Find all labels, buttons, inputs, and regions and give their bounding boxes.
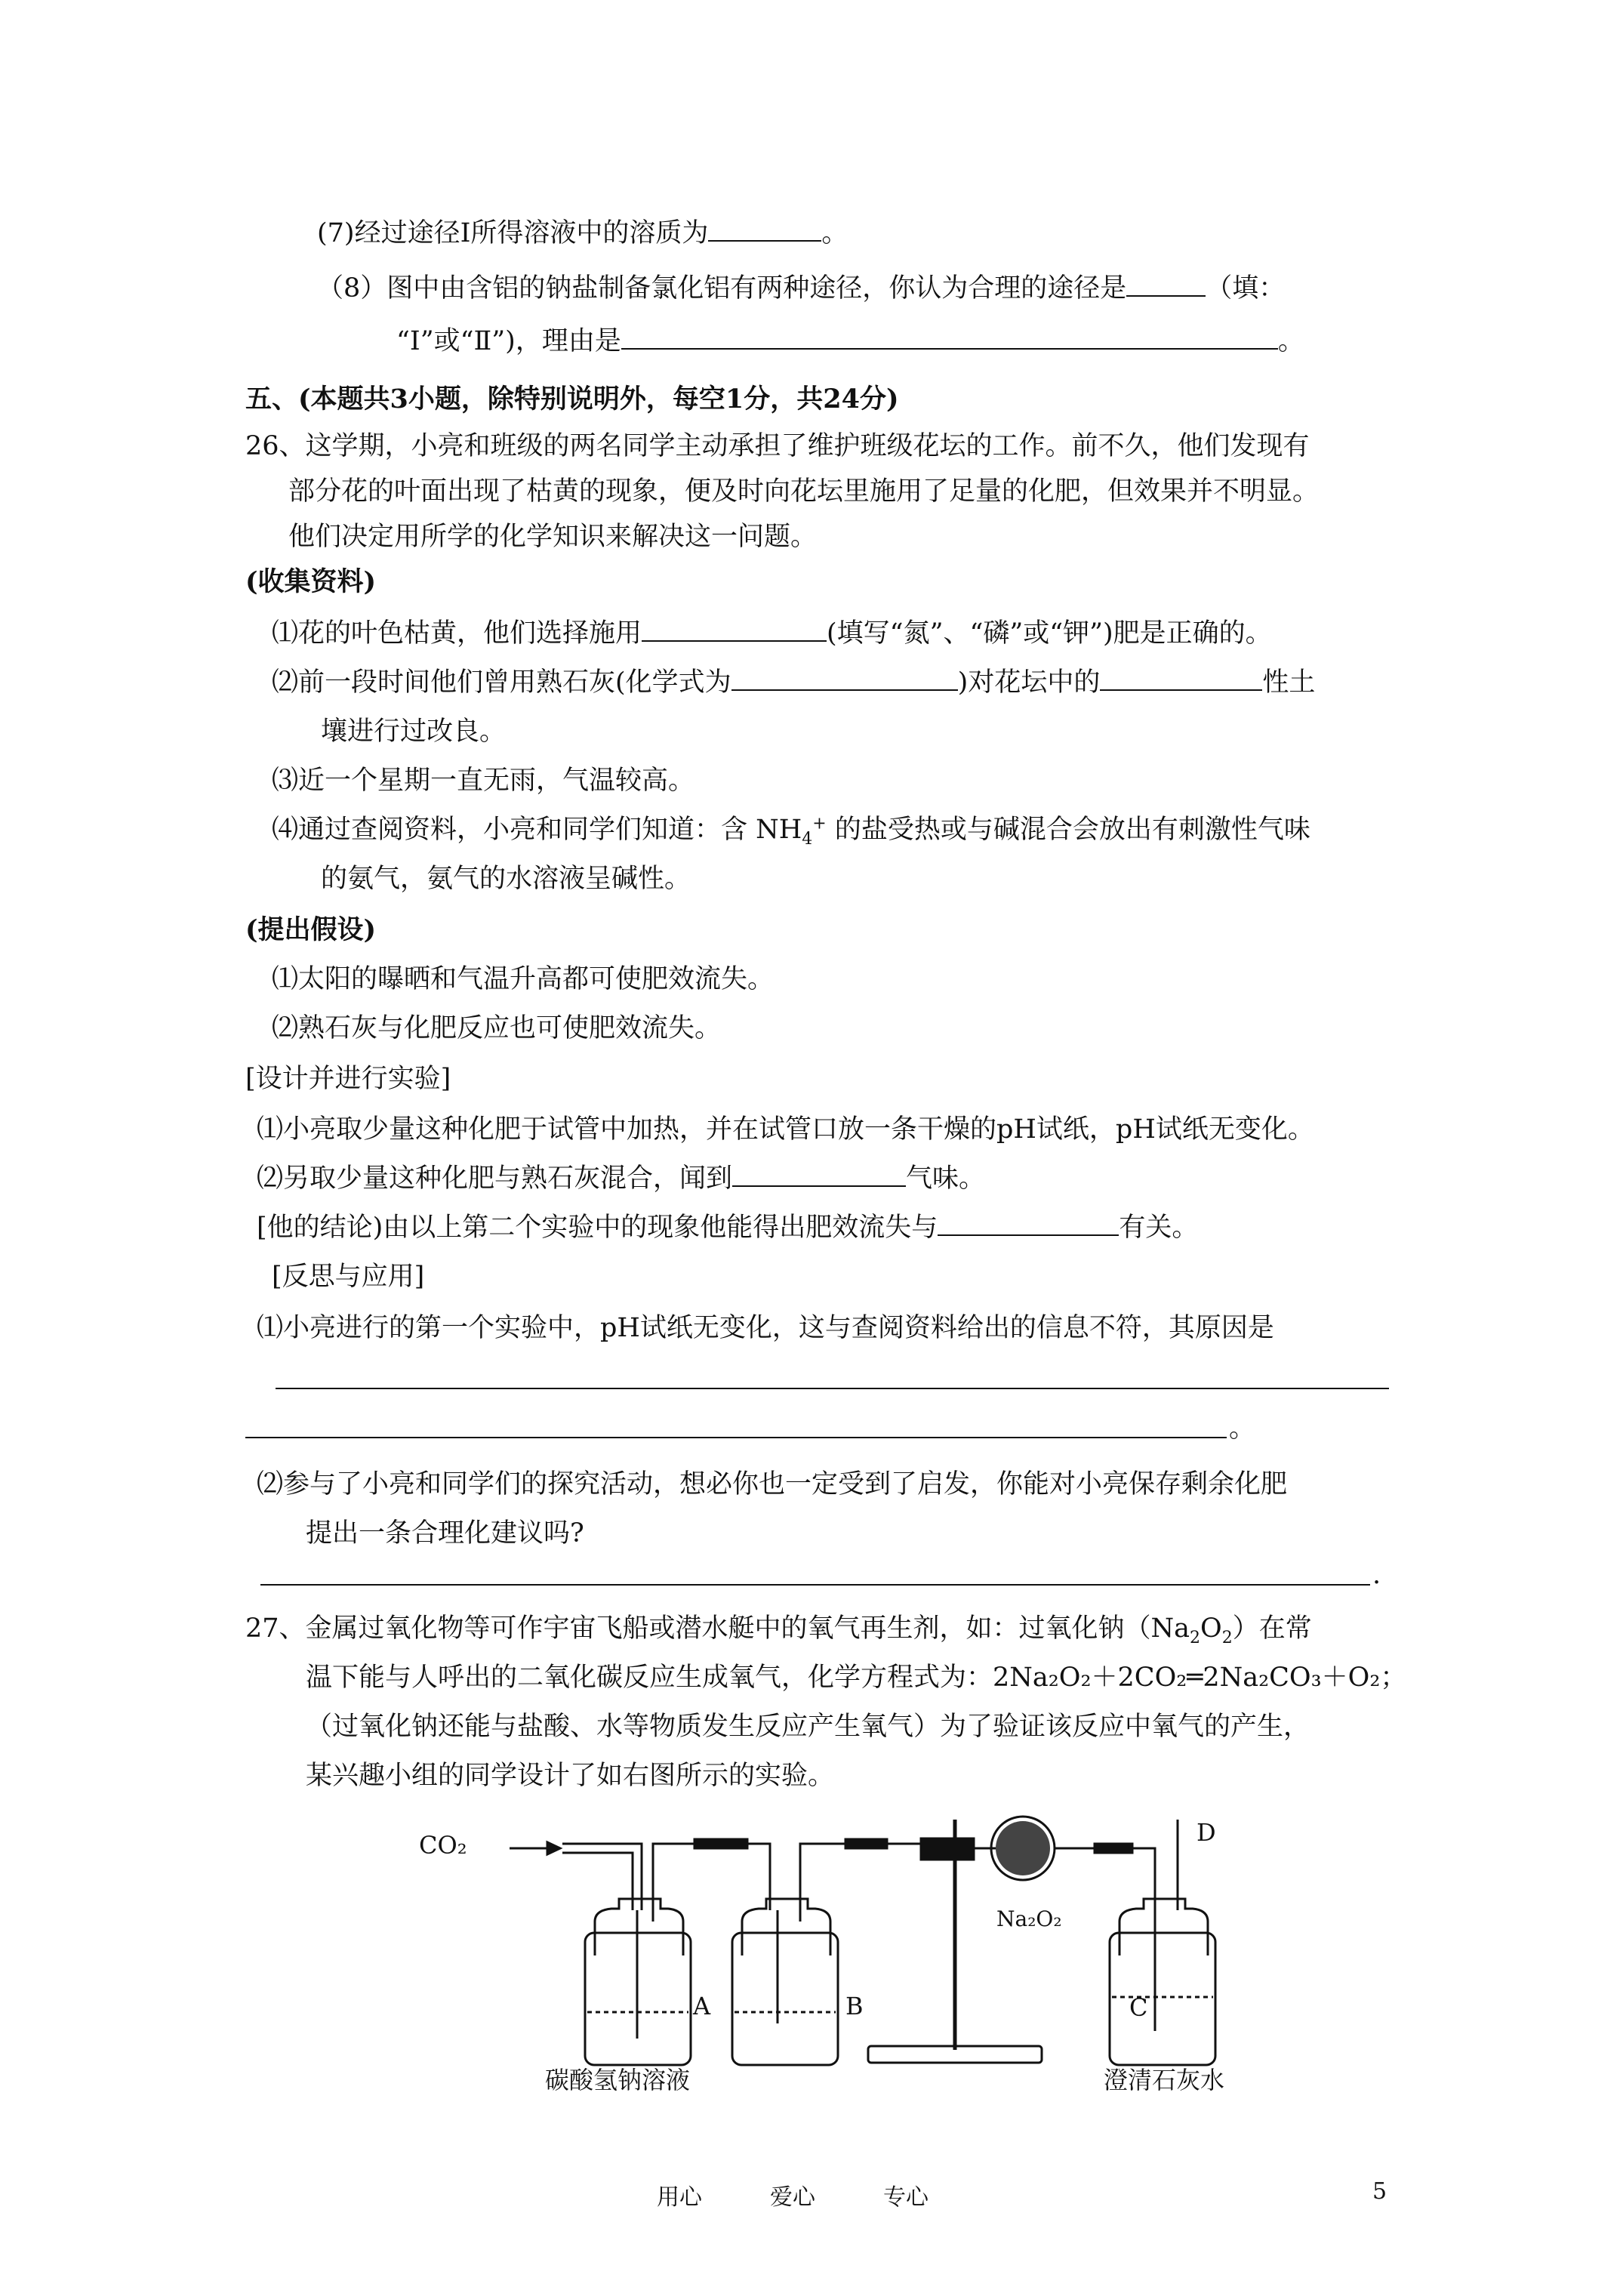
subscript: 2 — [1221, 1629, 1233, 1647]
rubber-tube — [694, 1839, 747, 1848]
q26-c4-rest: 的盐受热或与碱混合会放出有刺激性气味 — [826, 815, 1310, 845]
footer-word-1: 用心 — [657, 2184, 702, 2211]
page-number: 5 — [1372, 2178, 1387, 2205]
q26-r2-end: . — [1372, 1560, 1381, 1590]
superscript: + — [812, 814, 827, 834]
label-d: D — [1196, 1818, 1216, 1847]
answer-blank[interactable] — [1100, 667, 1262, 691]
q25-line-8b — [396, 323, 1304, 359]
answer-blank[interactable] — [938, 1212, 1119, 1236]
q27-line-1-o: O — [1200, 1613, 1222, 1644]
rubber-tube — [845, 1839, 887, 1848]
q26-c1-text: ⑴花的叶色枯黄，他们选择施用 — [272, 618, 642, 649]
q27-line-1 — [245, 1610, 1312, 1647]
q26-conclusion-text: [他的结论)由以上第二个实验中的现象他能得出肥效流失与 — [257, 1213, 938, 1243]
reflection-header: [反思与应用] — [272, 1262, 425, 1292]
apparatus-figure — [393, 1804, 1321, 2091]
q26-conclusion — [257, 1210, 1198, 1246]
q26-e2-text: ⑵另取少量这种化肥与熟石灰混合，闻到 — [257, 1163, 733, 1194]
q26-c2 — [272, 664, 1315, 701]
q26-e2-end: 气味。 — [906, 1163, 986, 1194]
q26-c3: ⑶近一个星期一直无雨，气温较高。 — [272, 766, 695, 796]
q26-e1: ⑴小亮取少量这种化肥于试管中加热，并在试管口放一条干燥的pH试纸，pH试纸无变化。 — [257, 1114, 1314, 1145]
q26-conclusion-end: 有关。 — [1119, 1213, 1199, 1243]
bottle-a-neck — [595, 1899, 683, 1955]
answer-blank[interactable] — [642, 618, 827, 642]
q27-line-3: （过氧化钠还能与盐酸、水等物质发生反应产生氧气）为了验证该反应中氧气的产生， — [306, 1712, 1310, 1742]
answer-blank[interactable] — [732, 1163, 906, 1187]
q26-c1-end: (填写“氮”、“磷”或“钾”)肥是正确的。 — [827, 618, 1272, 649]
answer-blank[interactable] — [708, 217, 821, 242]
subscript: 2 — [1190, 1629, 1201, 1647]
q27-line-4: 某兴趣小组的同学设计了如右图所示的实验。 — [306, 1761, 835, 1791]
q25-line-8-end: （填： — [1206, 273, 1286, 304]
q26-intro-3: 他们决定用所学的化学知识来解决这一问题。 — [288, 522, 818, 552]
bottle-c-caption: 澄清石灰水 — [1104, 2066, 1225, 2094]
q25-line-8b-text: “Ⅰ”或“Ⅱ”)，理由是 — [396, 326, 621, 356]
q26-h1: ⑴太阳的曝晒和气温升高都可使肥效流失。 — [272, 964, 775, 994]
q26-intro-1: 26、这学期，小亮和班级的两名同学主动承担了维护班级花坛的工作。前不久，他们发现有 — [245, 431, 1310, 461]
collect-header: (收集资料) — [245, 566, 377, 597]
label-b: B — [845, 1992, 864, 2020]
na2o2-label: Na₂O₂ — [996, 1906, 1062, 1931]
q25-line-7-text: (7)经过途径Ⅰ所得溶液中的溶质为 — [317, 218, 709, 248]
clamp — [921, 1838, 974, 1860]
experiment-header: [设计并进行实验] — [245, 1064, 451, 1094]
answer-blank[interactable] — [1126, 273, 1206, 297]
subscript: 4 — [802, 830, 813, 849]
answer-line[interactable] — [276, 1388, 1389, 1389]
q26-h2: ⑵熟石灰与化肥反应也可使肥效流失。 — [272, 1013, 722, 1043]
bottle-c-neck — [1119, 1899, 1208, 1955]
q26-r2: ⑵参与了小亮和同学们的探究活动，想必你也一定受到了启发，你能对小亮保存剩余化肥 — [257, 1469, 1288, 1499]
answer-line[interactable] — [260, 1584, 1370, 1586]
q27-line-2: 温下能与人呼出的二氧化碳反应生成氧气，化学方程式为：2Na₂O₂＋2CO₂═2Na₂CO₃＋O₂； — [306, 1663, 1407, 1693]
q26-c4-cont: 的氨气，氨气的水溶液呈碱性。 — [321, 864, 691, 894]
q26-c2-mid: )对花坛中的 — [957, 667, 1101, 698]
q25-line-7-end: 。 — [821, 218, 848, 248]
footer-word-3: 专心 — [883, 2184, 929, 2211]
q26-r1: ⑴小亮进行的第一个实验中，pH试纸无变化，这与查阅资料给出的信息不符，其原因是 — [257, 1313, 1274, 1343]
q26-c2-end: 性土 — [1262, 667, 1316, 698]
bottle-a-caption: 碳酸氢钠溶液 — [545, 2066, 691, 2094]
label-c: C — [1129, 1993, 1148, 2022]
label-a: A — [693, 1992, 711, 2020]
q25-line-8-text: （8）图中由含铝的钠盐制备氯化铝有两种途径，你认为合理的途径是 — [317, 273, 1127, 304]
answer-blank[interactable] — [621, 325, 1278, 350]
bottle-c — [1110, 1933, 1215, 2065]
answer-line[interactable] — [245, 1437, 1227, 1438]
footer-word-2: 爱心 — [770, 2184, 815, 2211]
q26-r2-cont: 提出一条合理化建议吗? — [306, 1518, 584, 1549]
section-5-header: 五、(本题共3小题，除特别说明外，每空1分，共24分) — [245, 384, 899, 415]
q25-line-8 — [317, 270, 1285, 307]
q26-c2-cont: 壤进行过改良。 — [321, 717, 507, 747]
q26-c2-text: ⑵前一段时间他们曾用熟石灰(化学式为 — [272, 667, 731, 698]
co2-label: CO₂ — [419, 1831, 467, 1860]
rubber-tube — [1095, 1844, 1132, 1853]
answer-blank[interactable] — [731, 667, 958, 691]
q26-c1 — [272, 615, 1272, 652]
q26-c4-text: ⑷通过查阅资料，小亮和同学们知道：含 NH — [272, 815, 802, 845]
bottle-b — [732, 1933, 838, 2065]
q26-c4 — [272, 812, 1310, 848]
q26-r1-end: 。 — [1229, 1413, 1256, 1444]
hypothesis-header: (提出假设) — [245, 914, 377, 945]
bottle-b-neck — [742, 1899, 830, 1955]
q25-line-7 — [317, 215, 848, 251]
q27-line-1-text: 27、金属过氧化物等可作宇宙飞船或潜水艇中的氧气再生剂，如：过氧化钠（Na — [245, 1613, 1190, 1644]
q25-line-8b-end: 。 — [1277, 326, 1304, 356]
q26-e2 — [257, 1160, 985, 1197]
q26-intro-2: 部分花的叶面出现了枯黄的现象，便及时向花坛里施用了足量的化肥，但效果并不明显。 — [288, 476, 1320, 507]
na2o2-solid — [996, 1821, 1050, 1875]
arrow-head-icon — [547, 1842, 560, 1854]
q27-line-1-end: ）在常 — [1232, 1613, 1312, 1644]
